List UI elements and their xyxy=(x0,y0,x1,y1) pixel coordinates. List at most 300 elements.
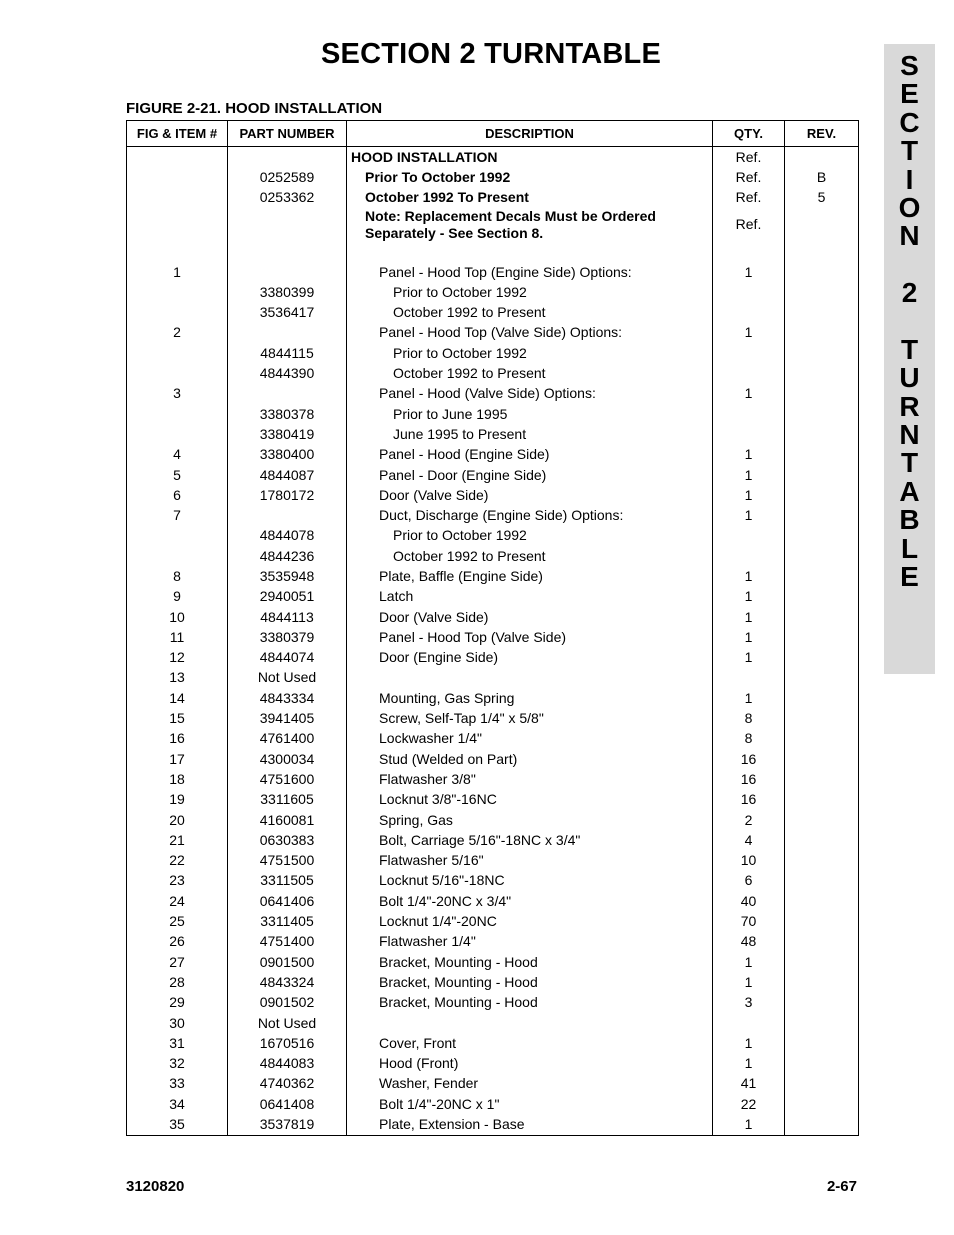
cell-description: Note: Replacement Decals Must be Ordered Separately - See Section 8. xyxy=(347,208,713,242)
table-row xyxy=(127,208,859,242)
cell-rev xyxy=(785,485,859,505)
cell-rev xyxy=(785,242,859,262)
cell-rev xyxy=(785,363,859,383)
cell-description: Locknut 5/16"-18NC xyxy=(347,871,713,891)
cell-qty xyxy=(713,546,785,566)
cell-description xyxy=(347,1013,713,1033)
cell-rev xyxy=(785,952,859,972)
cell-qty: 8 xyxy=(713,729,785,749)
cell-fig-item xyxy=(127,167,228,187)
cell-part-number: 0641406 xyxy=(228,891,347,911)
cell-rev xyxy=(785,810,859,830)
cell-description: Bracket, Mounting - Hood xyxy=(347,972,713,992)
cell-part-number: 4844087 xyxy=(228,465,347,485)
cell-fig-item: 11 xyxy=(127,627,228,647)
cell-rev xyxy=(785,208,859,242)
cell-rev xyxy=(785,648,859,668)
cell-description: Prior to June 1995 xyxy=(347,404,713,424)
cell-rev xyxy=(785,891,859,911)
cell-part-number: 0630383 xyxy=(228,830,347,850)
cell-qty: 1 xyxy=(713,323,785,343)
cell-description: Plate, Baffle (Engine Side) xyxy=(347,566,713,586)
cell-qty: 1 xyxy=(713,972,785,992)
cell-qty: 40 xyxy=(713,891,785,911)
cell-rev xyxy=(785,1114,859,1135)
table-row xyxy=(127,282,859,302)
cell-fig-item xyxy=(127,302,228,322)
cell-description: June 1995 to Present xyxy=(347,424,713,444)
cell-qty: 1 xyxy=(713,566,785,586)
cell-qty: 1 xyxy=(713,952,785,972)
table-row xyxy=(127,607,859,627)
cell-description: Stud (Welded on Part) xyxy=(347,749,713,769)
side-tab-letter: R xyxy=(899,390,920,422)
figure-caption: FIGURE 2-21. HOOD INSTALLATION xyxy=(126,100,383,117)
cell-part-number: 4844083 xyxy=(228,1053,347,1073)
side-tab-letter: A xyxy=(899,475,920,507)
cell-rev xyxy=(785,424,859,444)
cell-rev: B xyxy=(785,167,859,187)
table-row xyxy=(127,688,859,708)
cell-part-number: 2940051 xyxy=(228,587,347,607)
cell-part-number xyxy=(228,323,347,343)
cell-part-number: 4844113 xyxy=(228,607,347,627)
cell-qty: 8 xyxy=(713,708,785,728)
cell-rev xyxy=(785,404,859,424)
cell-qty: 10 xyxy=(713,851,785,871)
table-row xyxy=(127,262,859,282)
cell-fig-item: 27 xyxy=(127,952,228,972)
table-row xyxy=(127,830,859,850)
cell-part-number: 4843334 xyxy=(228,688,347,708)
cell-qty: 1 xyxy=(713,445,785,465)
cell-description: HOOD INSTALLATION xyxy=(347,147,713,168)
cell-fig-item: 35 xyxy=(127,1114,228,1135)
table-row xyxy=(127,505,859,525)
cell-part-number: 4844115 xyxy=(228,343,347,363)
table-row xyxy=(127,526,859,546)
cell-description: Bolt 1/4"-20NC x 3/4" xyxy=(347,891,713,911)
cell-qty xyxy=(713,526,785,546)
cell-part-number: 3311505 xyxy=(228,871,347,891)
cell-qty: 1 xyxy=(713,384,785,404)
cell-rev xyxy=(785,302,859,322)
side-tab-letter xyxy=(884,308,935,336)
cell-description: Flatwasher 3/8" xyxy=(347,769,713,789)
header-description: DESCRIPTION xyxy=(347,121,713,147)
table-row xyxy=(127,911,859,931)
cell-part-number: 0252589 xyxy=(228,167,347,187)
cell-qty xyxy=(713,1013,785,1033)
cell-fig-item xyxy=(127,363,228,383)
cell-rev xyxy=(785,729,859,749)
cell-part-number: Not Used xyxy=(228,668,347,688)
cell-fig-item: 12 xyxy=(127,648,228,668)
cell-part-number: 3941405 xyxy=(228,708,347,728)
cell-fig-item xyxy=(127,282,228,302)
table-row xyxy=(127,1033,859,1053)
cell-description: Flatwasher 5/16" xyxy=(347,851,713,871)
cell-qty: 1 xyxy=(713,505,785,525)
cell-rev xyxy=(785,465,859,485)
table-row xyxy=(127,810,859,830)
cell-fig-item xyxy=(127,546,228,566)
cell-description: Screw, Self-Tap 1/4" x 5/8" xyxy=(347,708,713,728)
cell-fig-item: 5 xyxy=(127,465,228,485)
table-row xyxy=(127,546,859,566)
cell-part-number: 3380400 xyxy=(228,445,347,465)
table-row xyxy=(127,1114,859,1135)
cell-description: Locknut 1/4"-20NC xyxy=(347,911,713,931)
cell-part-number xyxy=(228,384,347,404)
cell-part-number xyxy=(228,505,347,525)
table-row xyxy=(127,302,859,322)
table-row xyxy=(127,343,859,363)
table-row xyxy=(127,1013,859,1033)
side-tab-letter: B xyxy=(899,504,920,536)
cell-description: Spring, Gas xyxy=(347,810,713,830)
cell-rev xyxy=(785,1094,859,1114)
cell-qty: Ref. xyxy=(713,208,785,242)
cell-description: Washer, Fender xyxy=(347,1074,713,1094)
table-row xyxy=(127,627,859,647)
cell-part-number: 3311405 xyxy=(228,911,347,931)
cell-rev xyxy=(785,384,859,404)
cell-description: Latch xyxy=(347,587,713,607)
cell-rev: 5 xyxy=(785,188,859,208)
cell-qty: 6 xyxy=(713,871,785,891)
cell-rev xyxy=(785,688,859,708)
cell-fig-item xyxy=(127,424,228,444)
cell-fig-item: 1 xyxy=(127,262,228,282)
cell-fig-item xyxy=(127,343,228,363)
cell-description: Panel - Hood Top (Engine Side) Options: xyxy=(347,262,713,282)
cell-part-number: 3536417 xyxy=(228,302,347,322)
cell-part-number: 3537819 xyxy=(228,1114,347,1135)
side-tab-letter: N xyxy=(899,220,920,252)
cell-part-number: 4844236 xyxy=(228,546,347,566)
cell-qty: 1 xyxy=(713,485,785,505)
side-tab-letter: L xyxy=(900,532,919,564)
cell-part-number: 4751400 xyxy=(228,932,347,952)
cell-qty xyxy=(713,343,785,363)
cell-part-number: 0253362 xyxy=(228,188,347,208)
parts-table-body xyxy=(127,147,859,1136)
table-row xyxy=(127,729,859,749)
cell-description: Door (Valve Side) xyxy=(347,485,713,505)
cell-qty: 2 xyxy=(713,810,785,830)
header-fig-item: FIG & ITEM # xyxy=(127,121,228,147)
cell-fig-item: 29 xyxy=(127,993,228,1013)
cell-fig-item: 26 xyxy=(127,932,228,952)
cell-fig-item: 25 xyxy=(127,911,228,931)
cell-fig-item: 10 xyxy=(127,607,228,627)
cell-part-number: 1670516 xyxy=(228,1033,347,1053)
table-row xyxy=(127,1053,859,1073)
cell-part-number: 4844390 xyxy=(228,363,347,383)
table-row xyxy=(127,445,859,465)
cell-fig-item xyxy=(127,188,228,208)
cell-part-number: 3380379 xyxy=(228,627,347,647)
cell-rev xyxy=(785,871,859,891)
side-tab-letters xyxy=(884,52,935,591)
cell-description: Door (Engine Side) xyxy=(347,648,713,668)
cell-qty xyxy=(713,282,785,302)
cell-fig-item: 23 xyxy=(127,871,228,891)
cell-rev xyxy=(785,1074,859,1094)
cell-qty: 1 xyxy=(713,648,785,668)
table-row xyxy=(127,1094,859,1114)
cell-qty: 1 xyxy=(713,1114,785,1135)
side-tab-letter: O xyxy=(898,191,921,223)
document-number: 3120820 xyxy=(126,1178,185,1195)
cell-part-number: 3380419 xyxy=(228,424,347,444)
cell-fig-item: 8 xyxy=(127,566,228,586)
cell-description xyxy=(347,242,713,262)
side-tab-letter: T xyxy=(900,447,919,479)
side-tab-letter: I xyxy=(905,163,914,195)
cell-qty: Ref. xyxy=(713,147,785,168)
cell-part-number: 4740362 xyxy=(228,1074,347,1094)
cell-qty: Ref. xyxy=(713,188,785,208)
table-row xyxy=(127,932,859,952)
table-row xyxy=(127,587,859,607)
cell-fig-item: 18 xyxy=(127,769,228,789)
cell-fig-item: 20 xyxy=(127,810,228,830)
table-row xyxy=(127,790,859,810)
cell-part-number: 3380399 xyxy=(228,282,347,302)
cell-fig-item: 9 xyxy=(127,587,228,607)
cell-fig-item: 15 xyxy=(127,708,228,728)
cell-part-number: 4843324 xyxy=(228,972,347,992)
cell-qty: 4 xyxy=(713,830,785,850)
cell-qty: 1 xyxy=(713,688,785,708)
cell-description: Panel - Door (Engine Side) xyxy=(347,465,713,485)
cell-rev xyxy=(785,1053,859,1073)
side-tab-letter: E xyxy=(900,561,919,593)
cell-qty: 1 xyxy=(713,627,785,647)
table-row xyxy=(127,465,859,485)
cell-rev xyxy=(785,1013,859,1033)
table-row xyxy=(127,769,859,789)
cell-part-number: 3535948 xyxy=(228,566,347,586)
cell-fig-item: 14 xyxy=(127,688,228,708)
cell-description: Locknut 3/8"-16NC xyxy=(347,790,713,810)
cell-description: Panel - Hood (Valve Side) Options: xyxy=(347,384,713,404)
table-row xyxy=(127,668,859,688)
cell-qty: 16 xyxy=(713,769,785,789)
cell-rev xyxy=(785,749,859,769)
cell-qty xyxy=(713,363,785,383)
cell-fig-item: 32 xyxy=(127,1053,228,1073)
cell-fig-item: 34 xyxy=(127,1094,228,1114)
cell-description: Door (Valve Side) xyxy=(347,607,713,627)
cell-qty xyxy=(713,302,785,322)
cell-qty: 16 xyxy=(713,790,785,810)
cell-description: Panel - Hood Top (Valve Side) Options: xyxy=(347,323,713,343)
cell-description: Bolt, Carriage 5/16"-18NC x 3/4" xyxy=(347,830,713,850)
cell-part-number: 3380378 xyxy=(228,404,347,424)
cell-qty: 1 xyxy=(713,465,785,485)
side-tab-letter: E xyxy=(900,78,919,110)
header-qty: QTY. xyxy=(713,121,785,147)
cell-rev xyxy=(785,932,859,952)
cell-part-number: 4751500 xyxy=(228,851,347,871)
cell-rev xyxy=(785,993,859,1013)
cell-part-number: 4751600 xyxy=(228,769,347,789)
cell-rev xyxy=(785,323,859,343)
table-row xyxy=(127,952,859,972)
table-row xyxy=(127,972,859,992)
cell-fig-item: 3 xyxy=(127,384,228,404)
section-side-tab xyxy=(884,44,935,674)
cell-description: Lockwasher 1/4" xyxy=(347,729,713,749)
cell-part-number: 4844078 xyxy=(228,526,347,546)
cell-qty xyxy=(713,668,785,688)
cell-description: October 1992 to Present xyxy=(347,302,713,322)
table-row xyxy=(127,147,859,168)
side-tab-letter: S xyxy=(900,50,919,81)
parts-table xyxy=(126,120,859,1136)
cell-rev xyxy=(785,445,859,465)
side-tab-letter: U xyxy=(899,362,920,394)
cell-description: Panel - Hood (Engine Side) xyxy=(347,445,713,465)
cell-rev xyxy=(785,851,859,871)
cell-qty: 16 xyxy=(713,749,785,769)
cell-description xyxy=(347,668,713,688)
table-row xyxy=(127,384,859,404)
table-row xyxy=(127,323,859,343)
cell-part-number: 4844074 xyxy=(228,648,347,668)
cell-rev xyxy=(785,790,859,810)
cell-fig-item: 24 xyxy=(127,891,228,911)
cell-rev xyxy=(785,830,859,850)
cell-rev xyxy=(785,708,859,728)
cell-description: Bracket, Mounting - Hood xyxy=(347,952,713,972)
cell-description: Hood (Front) xyxy=(347,1053,713,1073)
cell-qty: 1 xyxy=(713,607,785,627)
cell-description: October 1992 to Present xyxy=(347,363,713,383)
cell-rev xyxy=(785,262,859,282)
table-row xyxy=(127,242,859,262)
cell-fig-item xyxy=(127,242,228,262)
cell-description: Mounting, Gas Spring xyxy=(347,688,713,708)
cell-fig-item: 21 xyxy=(127,830,228,850)
table-row xyxy=(127,871,859,891)
cell-qty: 1 xyxy=(713,262,785,282)
cell-fig-item xyxy=(127,147,228,168)
cell-rev xyxy=(785,546,859,566)
cell-fig-item: 30 xyxy=(127,1013,228,1033)
cell-part-number: 0641408 xyxy=(228,1094,347,1114)
cell-fig-item xyxy=(127,404,228,424)
cell-qty: 1 xyxy=(713,1033,785,1053)
cell-qty: 70 xyxy=(713,911,785,931)
cell-qty: 3 xyxy=(713,993,785,1013)
table-row xyxy=(127,424,859,444)
cell-part-number: 4300034 xyxy=(228,749,347,769)
cell-rev xyxy=(785,526,859,546)
page-title: SECTION 2 TURNTABLE xyxy=(321,38,661,70)
cell-part-number xyxy=(228,147,347,168)
cell-part-number: 0901500 xyxy=(228,952,347,972)
cell-description: Prior to October 1992 xyxy=(347,343,713,363)
cell-part-number xyxy=(228,242,347,262)
cell-qty: 41 xyxy=(713,1074,785,1094)
cell-description: Bracket, Mounting - Hood xyxy=(347,993,713,1013)
cell-rev xyxy=(785,607,859,627)
cell-rev xyxy=(785,282,859,302)
table-row xyxy=(127,167,859,187)
cell-rev xyxy=(785,972,859,992)
cell-part-number: 3311605 xyxy=(228,790,347,810)
cell-description: Prior To October 1992 xyxy=(347,167,713,187)
cell-description: Bolt 1/4"-20NC x 1" xyxy=(347,1094,713,1114)
cell-rev xyxy=(785,587,859,607)
cell-fig-item: 28 xyxy=(127,972,228,992)
cell-part-number xyxy=(228,208,347,242)
cell-qty: Ref. xyxy=(713,167,785,187)
side-tab-letter: T xyxy=(900,333,919,365)
table-row xyxy=(127,648,859,668)
cell-description: October 1992 To Present xyxy=(347,188,713,208)
cell-rev xyxy=(785,147,859,168)
table-row xyxy=(127,749,859,769)
cell-fig-item: 4 xyxy=(127,445,228,465)
cell-part-number: 4761400 xyxy=(228,729,347,749)
cell-qty xyxy=(713,404,785,424)
cell-fig-item: 33 xyxy=(127,1074,228,1094)
table-row xyxy=(127,363,859,383)
cell-fig-item: 19 xyxy=(127,790,228,810)
cell-description: Cover, Front xyxy=(347,1033,713,1053)
cell-qty: 22 xyxy=(713,1094,785,1114)
table-row xyxy=(127,1074,859,1094)
table-row xyxy=(127,851,859,871)
cell-part-number: 1780172 xyxy=(228,485,347,505)
cell-qty xyxy=(713,424,785,444)
cell-description: Duct, Discharge (Engine Side) Options: xyxy=(347,505,713,525)
cell-rev xyxy=(785,769,859,789)
table-row xyxy=(127,404,859,424)
cell-part-number xyxy=(228,262,347,282)
table-row xyxy=(127,566,859,586)
table-row xyxy=(127,708,859,728)
cell-description: Plate, Extension - Base xyxy=(347,1114,713,1135)
cell-rev xyxy=(785,668,859,688)
cell-rev xyxy=(785,343,859,363)
cell-part-number: 0901502 xyxy=(228,993,347,1013)
page-number: 2-67 xyxy=(826,1178,857,1195)
cell-rev xyxy=(785,627,859,647)
cell-fig-item: 31 xyxy=(127,1033,228,1053)
cell-part-number: Not Used xyxy=(228,1013,347,1033)
cell-rev xyxy=(785,505,859,525)
cell-qty: 1 xyxy=(713,587,785,607)
cell-fig-item: 7 xyxy=(127,505,228,525)
side-tab-letter: N xyxy=(899,419,920,451)
cell-qty: 1 xyxy=(713,1053,785,1073)
cell-fig-item: 22 xyxy=(127,851,228,871)
cell-fig-item xyxy=(127,208,228,242)
cell-fig-item: 2 xyxy=(127,323,228,343)
cell-fig-item: 6 xyxy=(127,485,228,505)
side-tab-letter: C xyxy=(899,106,920,138)
cell-fig-item: 17 xyxy=(127,749,228,769)
cell-fig-item: 13 xyxy=(127,668,228,688)
cell-fig-item: 16 xyxy=(127,729,228,749)
cell-description: Panel - Hood Top (Valve Side) xyxy=(347,627,713,647)
